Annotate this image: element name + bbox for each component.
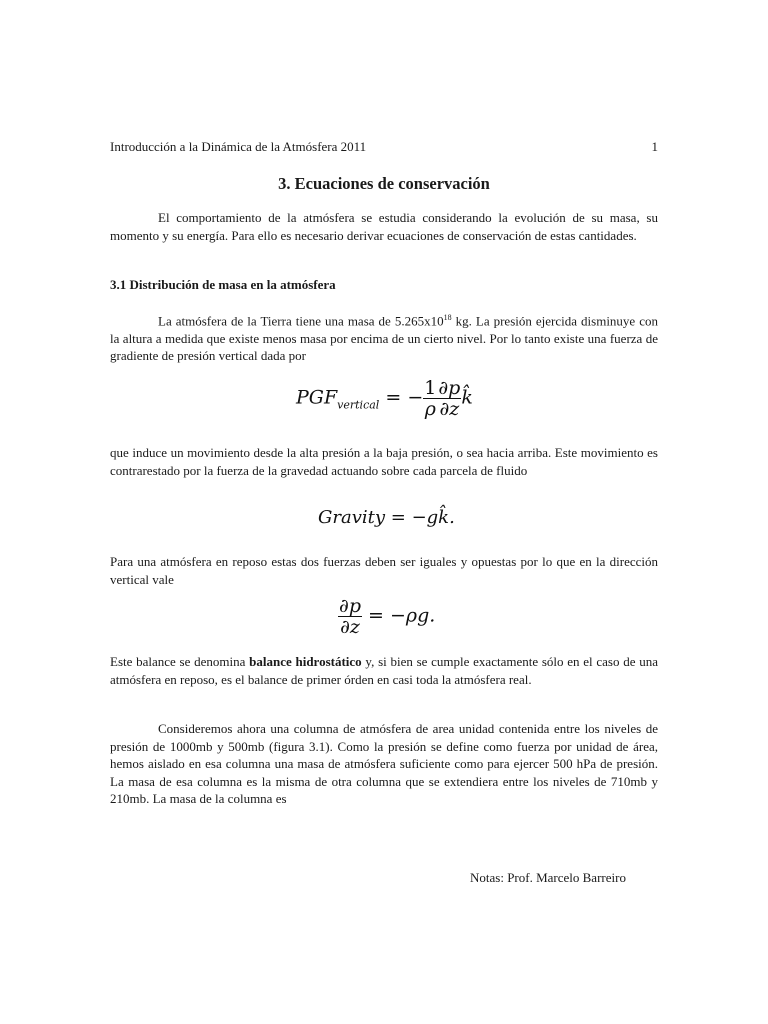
eq-hydro-frac: [338, 596, 362, 637]
balance-text-b: y, si bien se cumple exactamente sólo en el caso de una atmósfera en reposo, es el balance de primer órden en casi toda la atmósfera real.: [110, 654, 659, 687]
hydro-numerator: ∂p: [339, 595, 361, 617]
hydro-denominator: ∂z: [340, 616, 360, 638]
eq-hydro-rhs: = −ρg.: [368, 604, 436, 627]
equation-pgf: [296, 378, 473, 419]
eq-pgf-frac-dpdz: [437, 378, 461, 419]
footer-notes: Notas: Prof. Marcelo Barreiro: [470, 870, 626, 885]
balance-text-a: Este balance se denomina: [110, 654, 250, 669]
eq-pgf-subscript: vertical: [337, 398, 380, 412]
paragraph-gravity: que induce un movimiento desde la alta presión a la baja presión, o sea hacia arriba. Este movimiento es contrarestado por la fuerza de la gravedad actuando sobre cada parcela de fluido: [110, 445, 658, 478]
eq-pgf-equals: = −: [385, 386, 424, 409]
section-heading: 3.1 Distribución de masa en la atmósfera: [110, 277, 336, 292]
frac-dpdz-numerator: ∂p: [438, 377, 461, 399]
balance-term: balance hidrostático: [249, 654, 362, 669]
paragraph-column: Consideremos ahora una columna de atmósfera de area unidad contenida entre los niveles de presión de 1000mb y 500mb (figura 3.1). Como la presión se define como fuerza por unidad de área, hemos aislado en esa columna una masa de atmósfera suficiente como para ejercer 500 hPa de presión. La masa de esa columna es la misma de otra columna que se extendiera entre los niveles de 710mb y 210mb. La masa de la columna es: [110, 721, 658, 806]
paragraph-balance: [110, 653, 658, 688]
header-title: Introducción a la Dinámica de la Atmósfera 2011: [110, 139, 367, 154]
equation-hydrostatic: [338, 596, 435, 637]
page-number: 1: [651, 139, 658, 154]
paragraph-mass: [110, 309, 658, 365]
intro-paragraph: El comportamiento de la atmósfera se estudia considerando la evolución de su masa, su momento y su energía. Para ello es necesario derivar ecuaciones de conservación de estas cantidades.: [110, 210, 658, 243]
eq-pgf-lhs: PGF: [296, 386, 338, 409]
paragraph-rest: Para una atmósfera en reposo estas dos fuerzas deben ser iguales y opuestas por lo que en la dirección vertical vale: [110, 554, 658, 587]
chapter-title: 3. Ecuaciones de conservación: [278, 174, 490, 193]
frac-one-denominator: ρ: [424, 398, 436, 420]
frac-one-numerator: 1: [424, 377, 437, 399]
paragraph-mass-text-a: La atmósfera de la Tierra tiene una masa de 5.265x10: [158, 313, 444, 329]
equation-gravity: Gravity = −gk̂.: [318, 507, 455, 528]
paragraph-mass-text-b: kg. La presión ejercida disminuye con la altura a medida que existe menos masa por encima de un cierto nivel. Por lo tanto existe una fuerza de gradiente de presión vertical dada por: [110, 313, 658, 364]
eq-pgf-frac-one: [423, 378, 437, 419]
mass-exponent: 18: [443, 313, 452, 322]
frac-dpdz-denominator: ∂z: [439, 398, 460, 420]
running-header: [110, 139, 658, 155]
eq-pgf-unit-vector: k̂: [461, 386, 473, 409]
